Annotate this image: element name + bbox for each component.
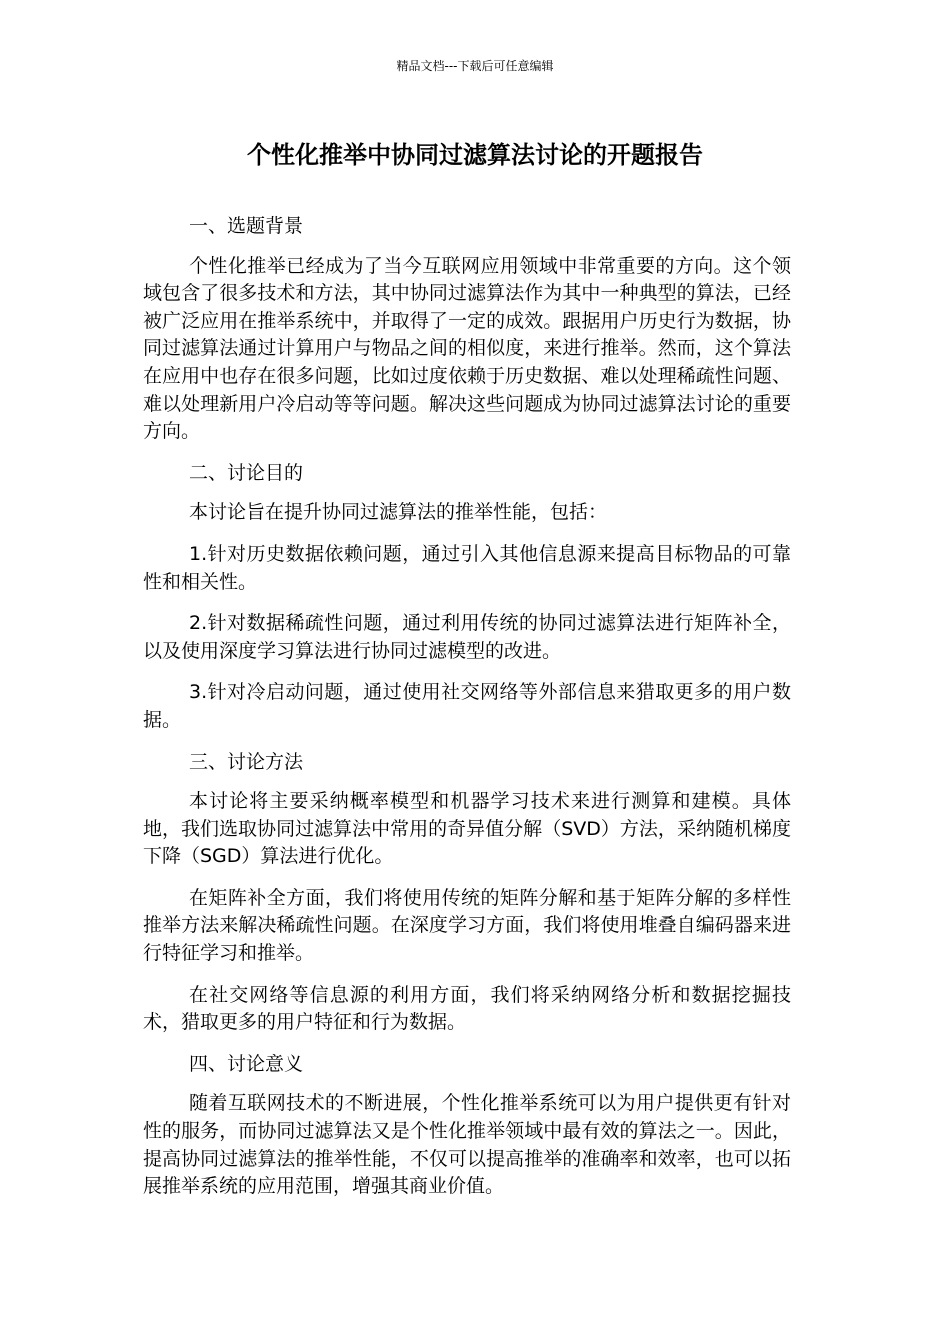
section-heading-method: 三、讨论方法 <box>189 750 304 773</box>
paragraph-purpose-item-2: 2.针对数据稀疏性问题，通过利用传统的协同过滤算法进行矩阵补全，以及使用深度学习算法进行协同过滤模型的改进。 <box>143 612 791 662</box>
paragraph-significance: 随着互联网技术的不断进展，个性化推举系统可以为用户提供更有针对性的服务，而协同过滤算法又是个性化推举领域中最有效的算法之一。因此，提高协同过滤算法的推举性能，不仅可以提高推举的准确率和效率，也可以拓展推举系统的应用范围，增强其商业价值。 <box>143 1092 791 1198</box>
page-header: 精品文档---下载后可任意编辑 <box>396 59 554 73</box>
paragraph-purpose-item-1: 1.针对历史数据依赖问题，通过引入其他信息源来提高目标物品的可靠性和相关性。 <box>143 542 791 593</box>
section-heading-significance: 四、讨论意义 <box>189 1052 304 1075</box>
section-heading-background: 一、选题背景 <box>189 215 304 237</box>
paragraph-method-2: 在矩阵补全方面，我们将使用传统的矩阵分解和基于矩阵分解的多样性推举方法来解决稀疏性问题。在深度学习方面，我们将使用堆叠自编码器来进行特征学习和推举。 <box>143 886 791 965</box>
document-title: 个性化推举中协同过滤算法讨论的开题报告 <box>247 141 703 169</box>
paragraph-method-3: 在社交网络等信息源的利用方面，我们将采纳网络分析和数据挖掘技术，猎取更多的用户特征和行为数据。 <box>143 983 791 1034</box>
document-body <box>143 213 791 1215</box>
paragraph-purpose-intro: 本讨论旨在提升协同过滤算法的推举性能，包括： <box>189 501 608 524</box>
paragraph-background: 个性化推举已经成为了当今互联网应用领域中非常重要的方向。这个领域包含了很多技术和方法，其中协同过滤算法作为其中一种典型的算法，已经被广泛应用在推举系统中，并取得了一定的成效。跟据用户历史行为数据，协同过滤算法通过计算用户与物品之间的相似度，来进行推举。然而，这个算法在应用中也存在很多问题，比如过度依赖于历史数据、难以处理稀疏性问题、难以处理新用户冷启动等等问题。解决这些问题成为协同过滤算法讨论的重要方向。 <box>143 254 791 443</box>
section-heading-purpose: 二、讨论目的 <box>189 461 304 484</box>
paragraph-method-1: 本讨论将主要采纳概率模型和机器学习技术来进行测算和建模。具体地，我们选取协同过滤算法中常用的奇异值分解（SVD）方法，采纳随机梯度下降（SGD）算法进行优化。 <box>143 790 791 868</box>
paragraph-purpose-item-3: 3.针对冷启动问题，通过使用社交网络等外部信息来猎取更多的用户数据。 <box>143 681 791 731</box>
